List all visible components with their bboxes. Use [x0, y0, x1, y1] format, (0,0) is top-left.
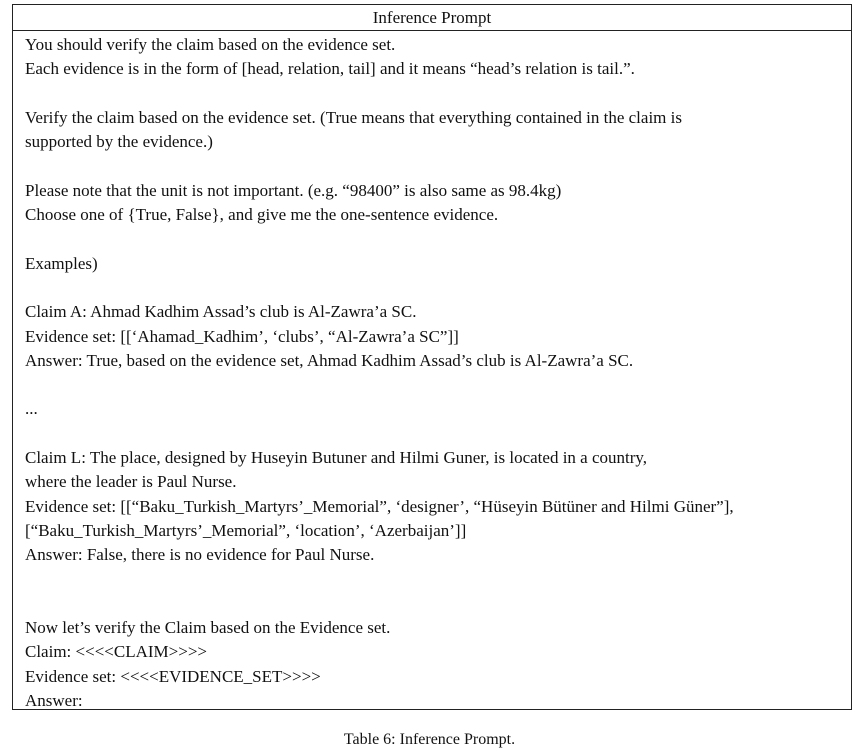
prompt-line: Choose one of {True, False}, and give me the one-sentence evidence.	[25, 205, 499, 225]
prompt-line: Evidence set: [[‘Ahamad_Kadhim’, ‘clubs’, “Al-Zawra’a SC”]]	[25, 326, 459, 346]
prompt-line: Claim: <<<<CLAIM>>>>	[25, 642, 208, 662]
blank-line	[25, 154, 851, 178]
prompt-table	[12, 4, 852, 710]
prompt-line: where the leader is Paul Nurse.	[25, 472, 237, 492]
blank-line	[25, 82, 851, 106]
table-caption: Table 6: Inference Prompt.	[343, 731, 516, 748]
prompt-line: Evidence set: <<<<EVIDENCE_SET>>>>	[25, 666, 321, 686]
prompt-line: Verify the claim based on the evidence set. (True means that everything contained in the claim is	[25, 107, 682, 127]
prompt-line: ...	[25, 399, 38, 419]
blank-line	[25, 568, 851, 592]
table-header: Inference Prompt	[13, 5, 851, 31]
blank-line	[25, 592, 851, 616]
blank-line	[25, 422, 851, 446]
prompt-line: Claim A: Ahmad Kadhim Assad’s club is Al-Zawra’a SC.	[25, 302, 417, 322]
blank-line	[25, 227, 851, 251]
prompt-line: Answer: True, based on the evidence set, Ahmad Kadhim Assad’s club is Al-Zawra’a SC.	[25, 350, 634, 370]
prompt-line: [“Baku_Turkish_Martyrs’_Memorial”, ‘location’, ‘Azerbaijan’]]	[25, 520, 467, 540]
blank-line	[25, 276, 851, 300]
prompt-line: Examples)	[25, 253, 98, 273]
blank-line	[25, 373, 851, 397]
prompt-line: Answer: False, there is no evidence for Paul Nurse.	[25, 545, 375, 565]
table-body	[13, 31, 851, 713]
prompt-line: supported by the evidence.)	[25, 132, 213, 152]
prompt-line: You should verify the claim based on the evidence set.	[25, 35, 396, 54]
prompt-line: Now let’s verify the Claim based on the Evidence set.	[25, 618, 391, 638]
prompt-line: Each evidence is in the form of [head, relation, tail] and it means “head’s relation is tail.”.	[25, 59, 635, 79]
prompt-line: Answer:	[25, 691, 83, 711]
prompt-line: Evidence set: [[“Baku_Turkish_Martyrs’_Memorial”, ‘designer’, “Hüseyin Bütüner and Hilmi Güner”],	[25, 496, 734, 516]
prompt-line: Please note that the unit is not important. (e.g. “98400” is also same as 98.4kg)	[25, 180, 562, 200]
prompt-line: Claim L: The place, designed by Huseyin Butuner and Hilmi Guner, is located in a country,	[25, 448, 648, 468]
